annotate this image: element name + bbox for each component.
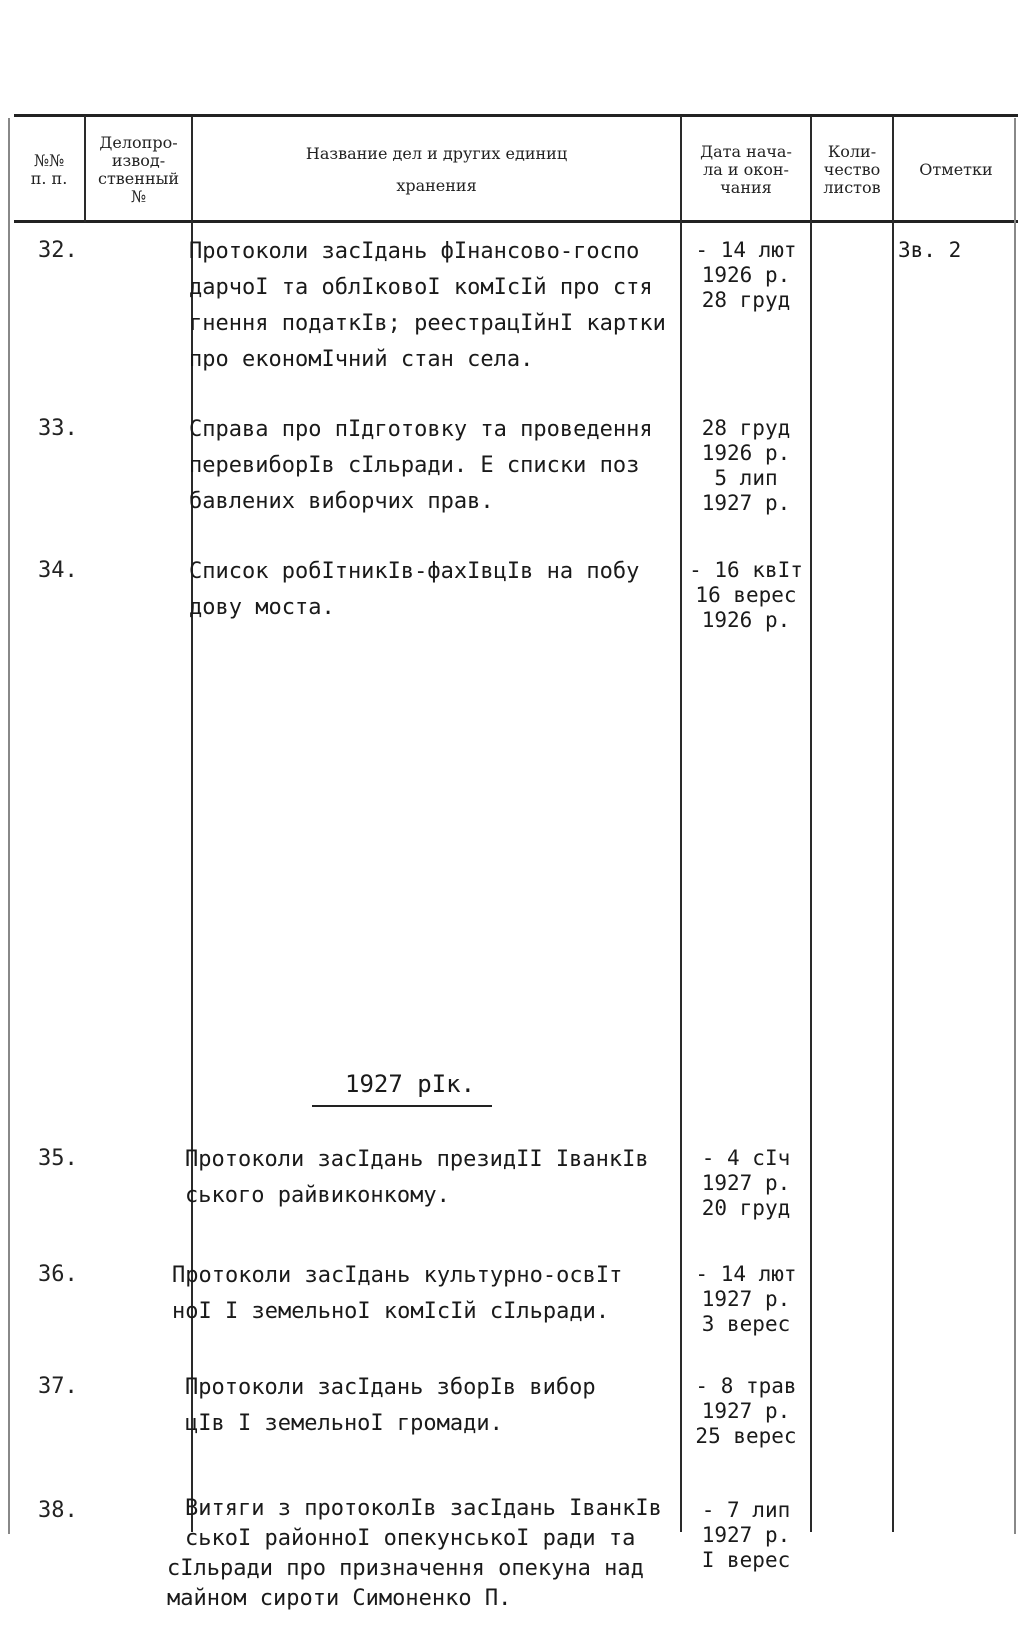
header-title: Название дел и других единиц хранения: [305, 144, 568, 195]
row-36-dates: - 14 лют 1927 р. 3 верес: [695, 1262, 797, 1336]
header-dates: Дата нача- ла и окон- чания: [700, 142, 792, 197]
row-38-title: Витяги з протоколIв засIдань IванкIв ськоI районноI опекунськоI ради та: [185, 1496, 662, 1551]
row-35-number: 35.: [38, 1146, 78, 1171]
row-33-dates: 28 груд 1926 р. 5 лип 1927 р.: [701, 416, 791, 515]
header-bottom-rule: [14, 220, 1018, 223]
row-32-number: 32.: [38, 238, 78, 263]
row-32-dates: - 14 лют 1926 р. 28 груд: [695, 238, 797, 312]
col-divider-4: [810, 116, 812, 1532]
row-33-number: 33.: [38, 416, 78, 441]
row-37-number: 37.: [38, 1374, 78, 1399]
page-left-edge: [8, 118, 10, 1534]
row-35-title: Протоколи засIдань президII IванкIв ського райвиконкому.: [185, 1147, 649, 1208]
row-35-dates: - 4 сIч 1927 р. 20 груд: [701, 1146, 791, 1220]
page-right-edge: [1014, 118, 1016, 1534]
row-32-title: Протоколи засIдань фIнансово-госпо дарчоI та облIковоI комIсIй про стя гнення податкIв; реестрацIйнI картки про економIчний стан села.: [189, 239, 666, 372]
row-38-continuation: сIльради про призначення опекуна над майном сироти Симоненко П.: [167, 1556, 644, 1611]
col-divider-3: [680, 116, 682, 1532]
year-heading: 1927 рIк.: [345, 1070, 476, 1098]
row-34-number: 34.: [38, 558, 78, 583]
row-34-dates: - 16 квIт 16 верес 1926 р.: [689, 558, 803, 632]
row-37-title: Протоколи засIдань зборIв вибор цIв I земельноI громади.: [185, 1375, 596, 1436]
col-divider-5: [892, 116, 894, 1532]
row-33-title: Справа про пIдготовку та проведення перевиборIв сIльради. Е списки поз бавлених виборчих прав.: [189, 417, 653, 514]
header-notes: Отметки: [919, 160, 993, 179]
row-36-number: 36.: [38, 1262, 78, 1287]
row-38-dates: - 7 лип 1927 р. I верес: [701, 1498, 791, 1572]
header-sheets: Коли- чество листов: [823, 142, 881, 197]
row-38-number: 38.: [38, 1498, 78, 1523]
header-office-number: Делопро- извод- ственный №: [97, 133, 179, 206]
table-top-rule: [14, 114, 1018, 117]
year-heading-underline: [312, 1105, 492, 1107]
row-34-title: Список робIтникIв-фахIвцIв на побу дову моста.: [189, 559, 640, 620]
header-num: №№ п. п.: [30, 151, 68, 188]
row-37-dates: - 8 трав 1927 р. 25 верес: [695, 1374, 797, 1448]
row-36-title: Протоколи засIдань культурно-освIт ноI I земельноI комIсIй сIльради.: [172, 1263, 623, 1324]
row-32-note: Зв. 2: [898, 238, 962, 262]
